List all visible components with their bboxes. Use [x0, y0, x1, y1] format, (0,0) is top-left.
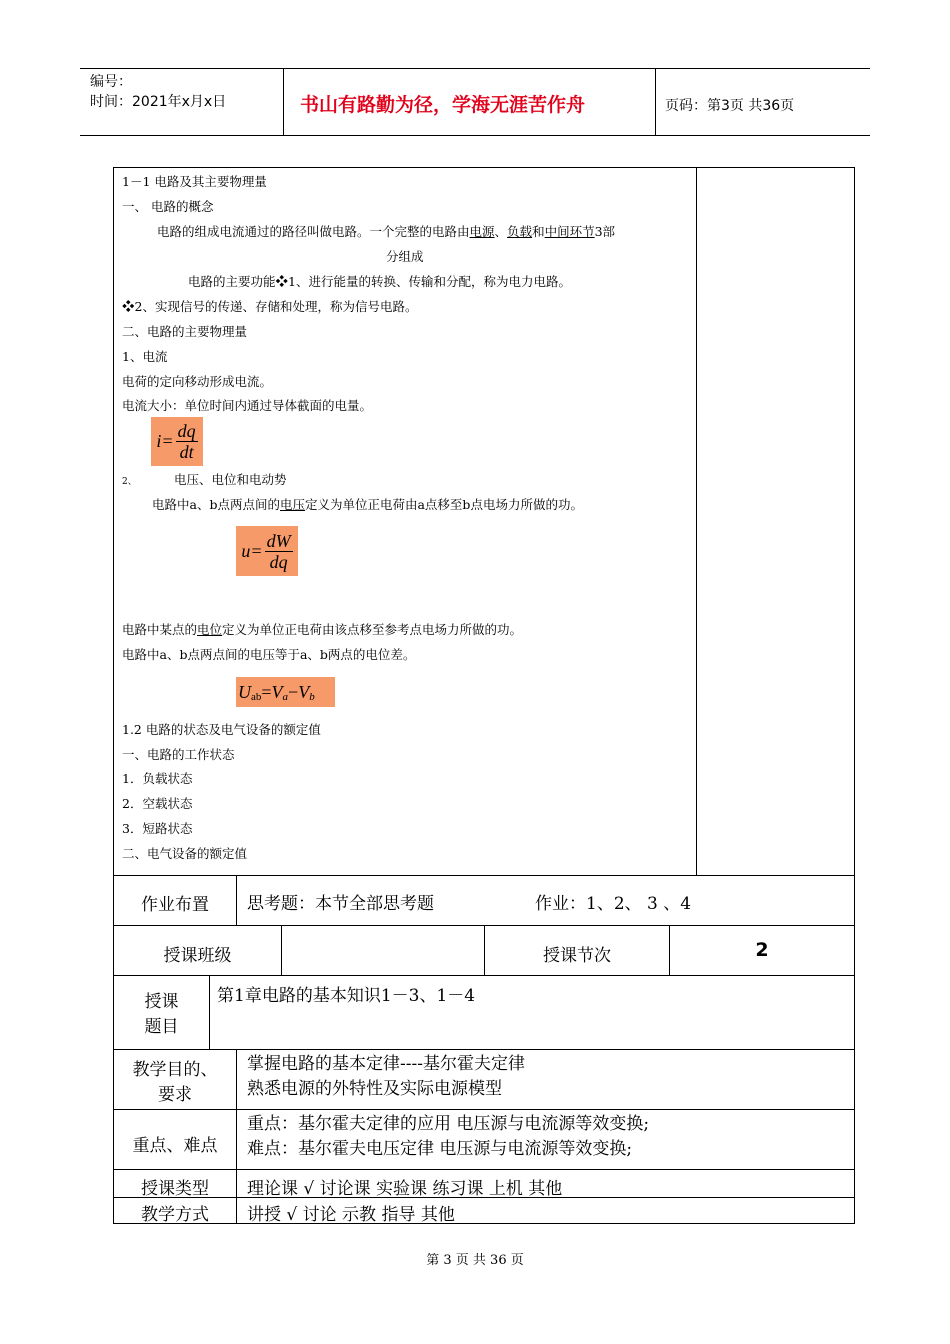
key-label: 重点、难点: [132, 1136, 218, 1156]
homework-label: 作业布置: [141, 895, 209, 915]
type-value: 理论课 √ 讨论课 实验课 练习课 上机 其他: [247, 1179, 563, 1199]
state-short-circuit: 3．短路状态: [122, 821, 193, 836]
formula-uab: U ab = V a − V b: [236, 677, 335, 707]
state-load: 1．负载状态: [122, 771, 193, 786]
potential-definition: 电路中某点的电位定义为单位正电荷由该点移至参考点电场力所做的功。: [122, 622, 523, 637]
doc-time-label: 时间：2021年x月x日: [90, 94, 227, 110]
type-label: 授课类型: [141, 1179, 209, 1199]
state-no-load: 2．空载状态: [122, 796, 193, 811]
link-load: 负载: [507, 224, 533, 239]
header-page-label: 页码：第3页 共36页: [665, 98, 795, 114]
homework-think: 思考题：本节全部思考题: [247, 894, 434, 914]
method-label: 教学方式: [141, 1205, 209, 1225]
concept-heading: 一、 电路的概念: [122, 199, 214, 214]
link-potential: 电位: [197, 622, 223, 637]
doc-number-label: 编号：: [90, 74, 132, 90]
current-heading: 1、电流: [122, 349, 168, 364]
section-title-1-1: 1－1 电路及其主要物理量: [122, 174, 267, 189]
function-line-1: 电路的主要功能❖1、进行能量的转换、传输和分配，称为电力电路。: [188, 274, 571, 289]
session-value: 2: [755, 939, 769, 961]
link-intermediate: 中间环节: [544, 224, 595, 239]
class-label: 授课班级: [163, 946, 232, 966]
header-meta: [90, 72, 226, 112]
rated-heading: 二、电气设备的额定值: [122, 846, 248, 861]
link-power-source: 电源: [469, 224, 495, 239]
topic-value: 第1章电路的基本知识1－3、1－4: [217, 986, 476, 1006]
link-voltage: 电压: [279, 497, 305, 512]
voltage-heading: 电压、电位和电动势: [174, 472, 287, 487]
session-label: 授课节次: [543, 946, 611, 966]
page-footer: 第 3 页 共 36 页: [426, 1253, 524, 1268]
potential-difference: 电路中a、b点两点间的电压等于a、b两点的电位差。: [122, 647, 416, 662]
method-value: 讲授 √ 讨论 示教 指导 其他: [247, 1205, 455, 1225]
current-definition: 电荷的定向移动形成电流。: [122, 374, 273, 389]
key-content: 重点：基尔霍夫定律的应用 电压源与电流源等效变换; 难点：基尔霍夫电压定律 电压源与电流源等效变换;: [247, 1114, 650, 1159]
work-state-heading: 一、电路的工作状态: [122, 747, 235, 762]
header-motto: 书山有路勤为径，学海无涯苦作舟: [300, 94, 586, 116]
concept-paragraph-line2: 分组成: [386, 249, 424, 264]
voltage-definition: 电路中a、b点两点间的电压定义为单位正电荷由a点移至b点电场力所做的功。: [152, 497, 583, 512]
current-size: 电流大小：单位时间内通过导体截面的电量。: [122, 398, 373, 413]
voltage-number: 2、: [122, 477, 137, 487]
goal-label: 教学目的、 要求: [132, 1060, 218, 1105]
quantities-heading: 二、电路的主要物理量: [122, 324, 248, 339]
formula-voltage: u= $\frac{dW}{dq}$: [236, 526, 298, 576]
goal-content: 掌握电路的基本定律----基尔霍夫定律 熟悉电源的外特性及实际电源模型: [247, 1054, 525, 1099]
homework-work: 作业：1、2、 3 、4: [535, 894, 692, 914]
topic-label: 授课 题目: [144, 992, 179, 1037]
concept-paragraph: 电路的组成电流通过的路径叫做电路。一个完整的电路由电源、负载和中间环节3部: [157, 224, 616, 239]
formula-current: i= $\frac{dq}{dt}$: [151, 417, 203, 466]
section-title-1-2: 1.2 电路的状态及电气设备的额定值: [122, 722, 321, 737]
function-line-2: ❖2、实现信号的传递、存储和处理，称为信号电路。: [122, 299, 418, 314]
